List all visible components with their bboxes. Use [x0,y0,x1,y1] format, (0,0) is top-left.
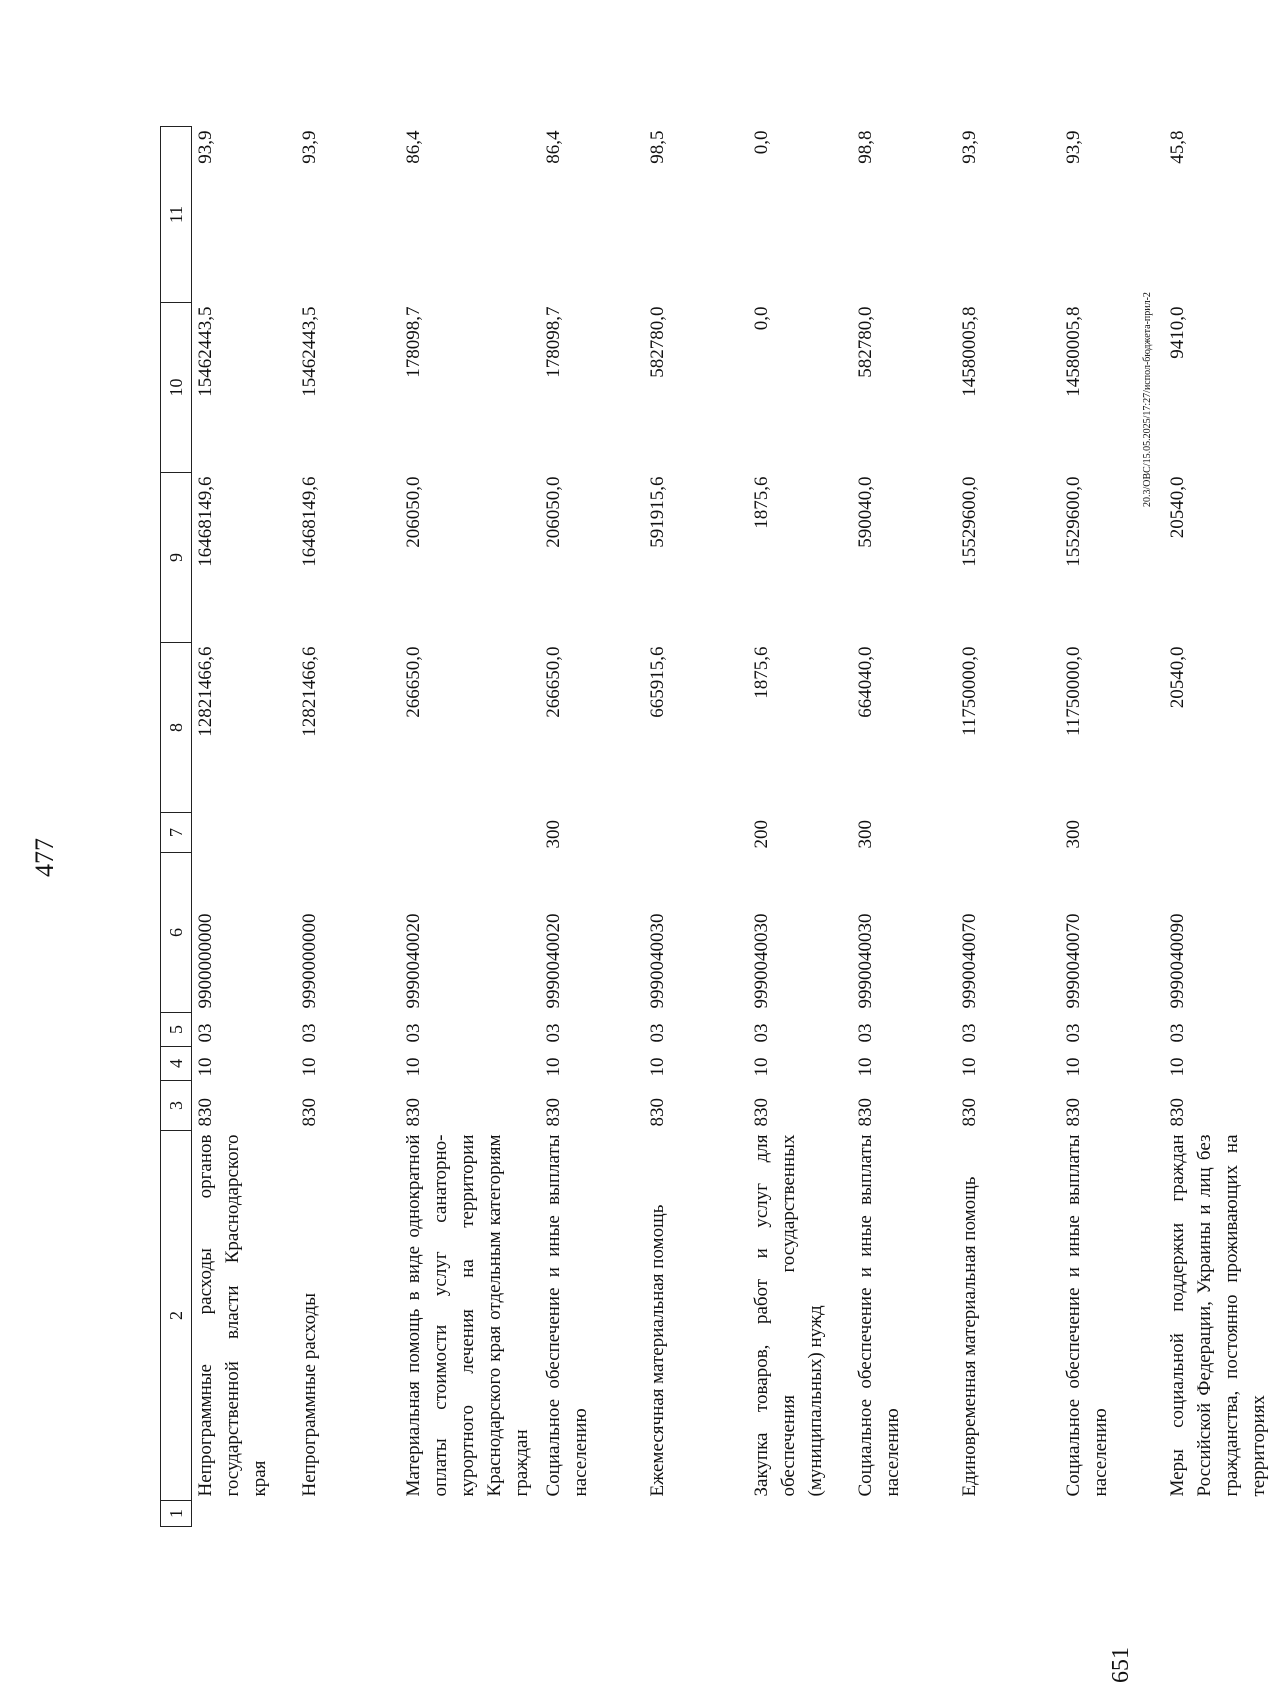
table-row [640,127,744,1527]
cell-col10: 15462443,5 [195,306,216,397]
cell-col7: 300 [1063,820,1084,849]
cell-col3: 830 [403,1098,424,1127]
footer-document-code: 20.3/ОВС/15.05.2025/17:27/испол-бюджета-прил-2 [1142,292,1153,507]
cell-col9: 590040,0 [855,476,876,548]
cell-col10: 0,0 [751,306,772,331]
cell-col9: 1875,6 [751,476,772,529]
cell-col7 [396,813,536,853]
cell-col7 [192,813,293,853]
cell-col8: 266650,0 [403,646,424,718]
cell-col11: 86,4 [403,130,424,164]
cell-col11: 86,4 [543,130,564,164]
cell-col7 [292,813,396,853]
cell-col5: 03 [543,1023,564,1043]
col-header-10: 10 [161,303,192,473]
table-row [536,127,640,1527]
cell-col5: 03 [647,1023,668,1043]
cell-col10: 178098,7 [543,306,564,378]
cell-col8: 20540,0 [1167,646,1188,709]
cell-description: Закупка товаров, работ и услуг для обеспечения государственных (муниципальных) нужд [751,1134,826,1497]
cell-col11: 93,9 [195,130,216,164]
cell-description: Социальное обеспечение и иные выплаты населению [1063,1134,1111,1497]
cell-col11: 0,0 [751,130,772,155]
cell-col5: 03 [959,1023,980,1043]
cell-col10: 582780,0 [647,306,668,378]
cell-col1 [1160,1501,1272,1527]
cell-col11: 93,9 [1063,130,1084,164]
cell-col11: 93,9 [959,130,980,164]
cell-col8: 664040,0 [855,646,876,718]
cell-col1 [640,1501,744,1527]
table-row [1160,127,1272,1527]
cell-col3: 830 [959,1098,980,1127]
col-header-7: 7 [161,813,192,853]
col-header-2: 2 [161,1131,192,1501]
cell-col7: 200 [751,820,772,849]
cell-col10: 14580005,8 [1063,306,1084,397]
cell-description: Материальная помощь в виде однократной оплаты стоимости услуг санаторно-курортного лечения на территории Краснодарского края отдельным категориям граждан [403,1134,532,1497]
cell-col3: 830 [299,1098,320,1127]
cell-col9: 206050,0 [543,476,564,548]
cell-col10: 178098,7 [403,306,424,378]
cell-col4: 10 [1167,1057,1188,1077]
cell-col1 [192,1501,293,1527]
cell-col8: 12821466,6 [195,646,216,737]
cell-col4: 10 [299,1057,320,1077]
cell-col9: 16468149,6 [299,476,320,567]
table-row [848,127,952,1527]
cell-col7 [1160,813,1272,853]
cell-col8: 11750000,0 [959,646,980,737]
col-header-3: 3 [161,1081,192,1131]
table-row [192,127,293,1527]
cell-col5: 03 [195,1023,216,1043]
cell-col4: 10 [855,1057,876,1077]
cell-col7 [952,813,1056,853]
cell-col6: 9990040070 [1063,913,1084,1009]
cell-col7: 300 [855,820,876,849]
cell-col4: 10 [751,1057,772,1077]
cell-col3: 830 [1167,1098,1188,1127]
cell-col6: 9990040020 [403,913,424,1009]
cell-col6: 9990040030 [855,913,876,1009]
cell-col3: 830 [751,1098,772,1127]
cell-col7: 300 [543,820,564,849]
cell-col4: 10 [195,1057,216,1077]
cell-col6: 9990040030 [751,913,772,1009]
col-header-1: 1 [161,1501,192,1527]
cell-col1 [396,1501,536,1527]
cell-col7 [640,813,744,853]
cell-col4: 10 [543,1057,564,1077]
cell-description: Непрограммные расходы органов государственной власти Краснодарского края [195,1134,270,1497]
cell-col6: 9990040070 [959,913,980,1009]
page-number-bottom: 651 [1108,1647,1134,1683]
col-header-8: 8 [161,643,192,813]
cell-col3: 830 [855,1098,876,1127]
cell-col4: 10 [403,1057,424,1077]
cell-col6: 9990040020 [543,913,564,1009]
cell-col1 [952,1501,1056,1527]
cell-col9: 206050,0 [403,476,424,548]
cell-col11: 45,8 [1167,130,1188,164]
table-row [396,127,536,1527]
cell-col5: 03 [855,1023,876,1043]
cell-col6: 9990040090 [1167,913,1188,1009]
cell-col11: 98,5 [647,130,668,164]
table-row [952,127,1056,1527]
cell-col4: 10 [959,1057,980,1077]
cell-col5: 03 [1063,1023,1084,1043]
cell-col5: 03 [299,1023,320,1043]
cell-col9: 15529600,0 [1063,476,1084,567]
cell-col1 [292,1501,396,1527]
col-header-5: 5 [161,1013,192,1047]
page-number-top: 477 [30,838,59,877]
cell-col4: 10 [1063,1057,1084,1077]
cell-col10: 9410,0 [1167,306,1188,359]
table-header-row [161,127,192,1527]
cell-col8: 665915,6 [647,646,668,718]
cell-description: Меры социальной поддержки граждан Российской Федерации, Украины и лиц без гражданства, постоянно проживающих на территориях [1167,1134,1269,1497]
col-header-11: 11 [161,127,192,303]
cell-col1 [536,1501,640,1527]
cell-col9: 15529600,0 [959,476,980,567]
cell-col3: 830 [647,1098,668,1127]
cell-col1 [1056,1501,1160,1527]
cell-col11: 93,9 [299,130,320,164]
cell-col10: 15462443,5 [299,306,320,397]
cell-col5: 03 [1167,1023,1188,1043]
cell-description: Единовременная материальная помощь [959,1176,980,1497]
cell-col5: 03 [403,1023,424,1043]
cell-description: Ежемесячная материальная помощь [647,1204,668,1497]
table-row [744,127,848,1527]
cell-col3: 830 [195,1098,216,1127]
cell-col1 [848,1501,952,1527]
cell-description: Непрограммные расходы [299,1293,320,1497]
cell-col8: 266650,0 [543,646,564,718]
cell-col6: 9990040030 [647,913,668,1009]
cell-col8: 11750000,0 [1063,646,1084,737]
col-header-4: 4 [161,1047,192,1081]
col-header-6: 6 [161,853,192,1013]
table-row [292,127,396,1527]
cell-col10: 582780,0 [855,306,876,378]
cell-col6: 9990000000 [299,913,320,1009]
cell-col3: 830 [1063,1098,1084,1127]
cell-description: Социальное обеспечение и иные выплаты населению [855,1134,903,1497]
budget-table [160,126,1272,1527]
cell-col8: 1875,6 [751,646,772,699]
cell-col10: 14580005,8 [959,306,980,397]
cell-col11: 98,8 [855,130,876,164]
cell-col5: 03 [751,1023,772,1043]
cell-col6: 9900000000 [195,913,216,1009]
cell-description: Социальное обеспечение и иные выплаты населению [543,1134,591,1497]
col-header-9: 9 [161,473,192,643]
cell-col9: 20540,0 [1167,476,1188,539]
cell-col3: 830 [543,1098,564,1127]
cell-col9: 16468149,6 [195,476,216,567]
cell-col9: 591915,6 [647,476,668,548]
cell-col1 [744,1501,848,1527]
cell-col4: 10 [647,1057,668,1077]
cell-col8: 12821466,6 [299,646,320,737]
